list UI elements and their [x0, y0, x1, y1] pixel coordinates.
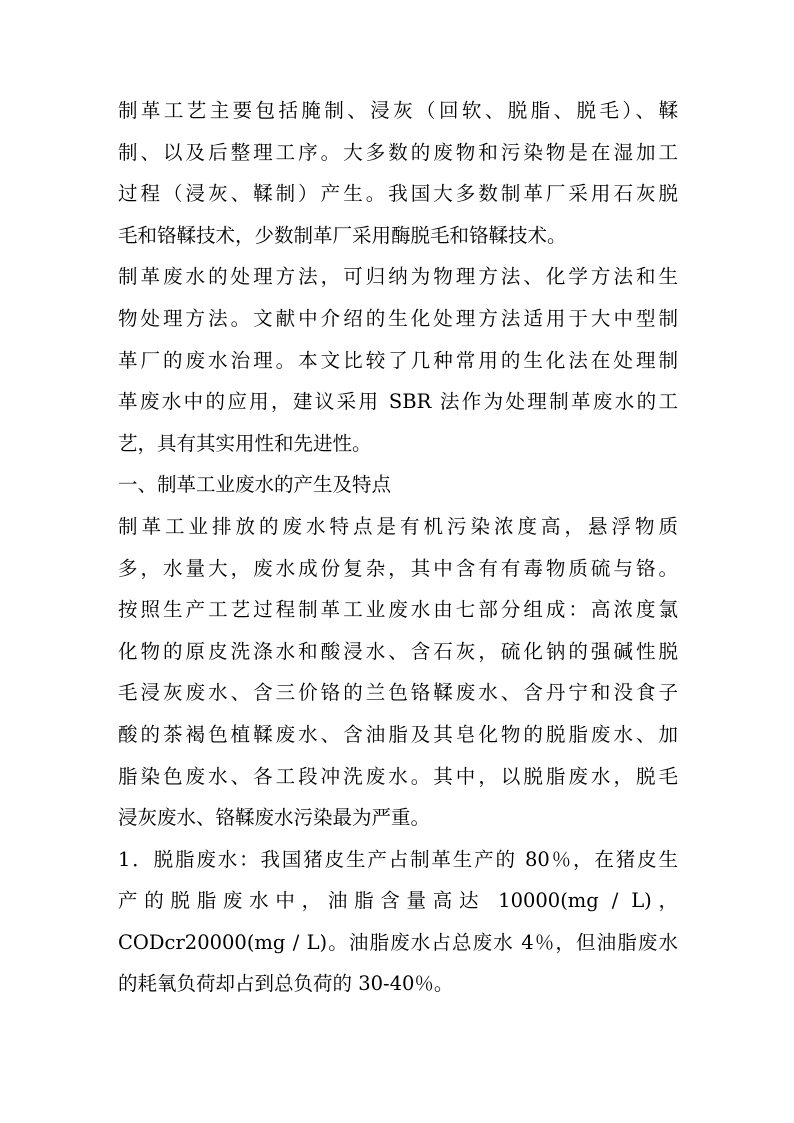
text-line: 化物的原皮洗涤水和酸浸水、含石灰，硫化钠的强碱性脱: [118, 639, 678, 663]
text-line: 制、以及后整理工序。大多数的废物和污染物是在湿加工: [118, 140, 678, 164]
text-line: 脂染色废水、各工段冲洗废水。其中，以脱脂废水，脱毛: [118, 764, 678, 788]
text-line: 浸灰废水、铬鞣废水污染最为严重。: [118, 806, 431, 830]
document-body: [118, 90, 678, 1005]
text-line: 酸的茶褐色植鞣废水、含油脂及其皂化物的脱脂废水、加: [118, 722, 678, 746]
text-line: 毛浸灰废水、含三价铬的兰色铬鞣废水、含丹宁和没食子: [118, 681, 678, 705]
heading-text: 一、制革工业废水的产生及特点: [118, 473, 392, 497]
section-heading: [118, 464, 678, 506]
text-line: 革废水中的应用，建议采用 SBR 法作为处理制革废水的工: [118, 390, 678, 414]
text-line: CODcr20000(mg / L)。油脂废水占总废水 4％，但油脂废水: [118, 930, 678, 954]
text-line: 过程（浸灰、鞣制）产生。我国大多数制革厂采用石灰脱: [118, 182, 678, 206]
text-line: 革厂的废水治理。本文比较了几种常用的生化法在处理制: [118, 348, 678, 372]
text-line: 艺，具有其实用性和先进性。: [118, 431, 372, 455]
text-line: 按照生产工艺过程制革工业废水由七部分组成：高浓度氯: [118, 598, 678, 622]
text-line: 产的脱脂废水中，油脂含量高达 10000(mg / L)，: [118, 889, 678, 913]
text-line: 物处理方法。文献中介绍的生化处理方法适用于大中型制: [118, 306, 678, 330]
text-line: 的耗氧负荷却占到总负荷的 30-40％。: [118, 972, 454, 996]
text-line: 毛和铬鞣技术，少数制革厂采用酶脱毛和铬鞣技术。: [118, 223, 567, 247]
text-line: 制革工艺主要包括腌制、浸灰（回软、脱脂、脱毛）、鞣: [118, 99, 678, 122]
paragraph-wastewater-characteristics: [118, 506, 678, 839]
paragraph-degreasing-wastewater: [118, 839, 678, 1005]
text-line: 制革工业排放的废水特点是有机污染浓度高，悬浮物质: [118, 514, 678, 538]
text-line: 制革废水的处理方法，可归纳为物理方法、化学方法和生: [118, 265, 678, 289]
paragraph-tanning-process: [118, 90, 678, 256]
text-line: 多，水量大，废水成份复杂，其中含有有毒物质硫与铬。: [118, 556, 678, 580]
text-line: 1．脱脂废水：我国猪皮生产占制革生产的 80％，在猪皮生: [118, 847, 678, 871]
paragraph-treatment-methods: [118, 256, 678, 464]
